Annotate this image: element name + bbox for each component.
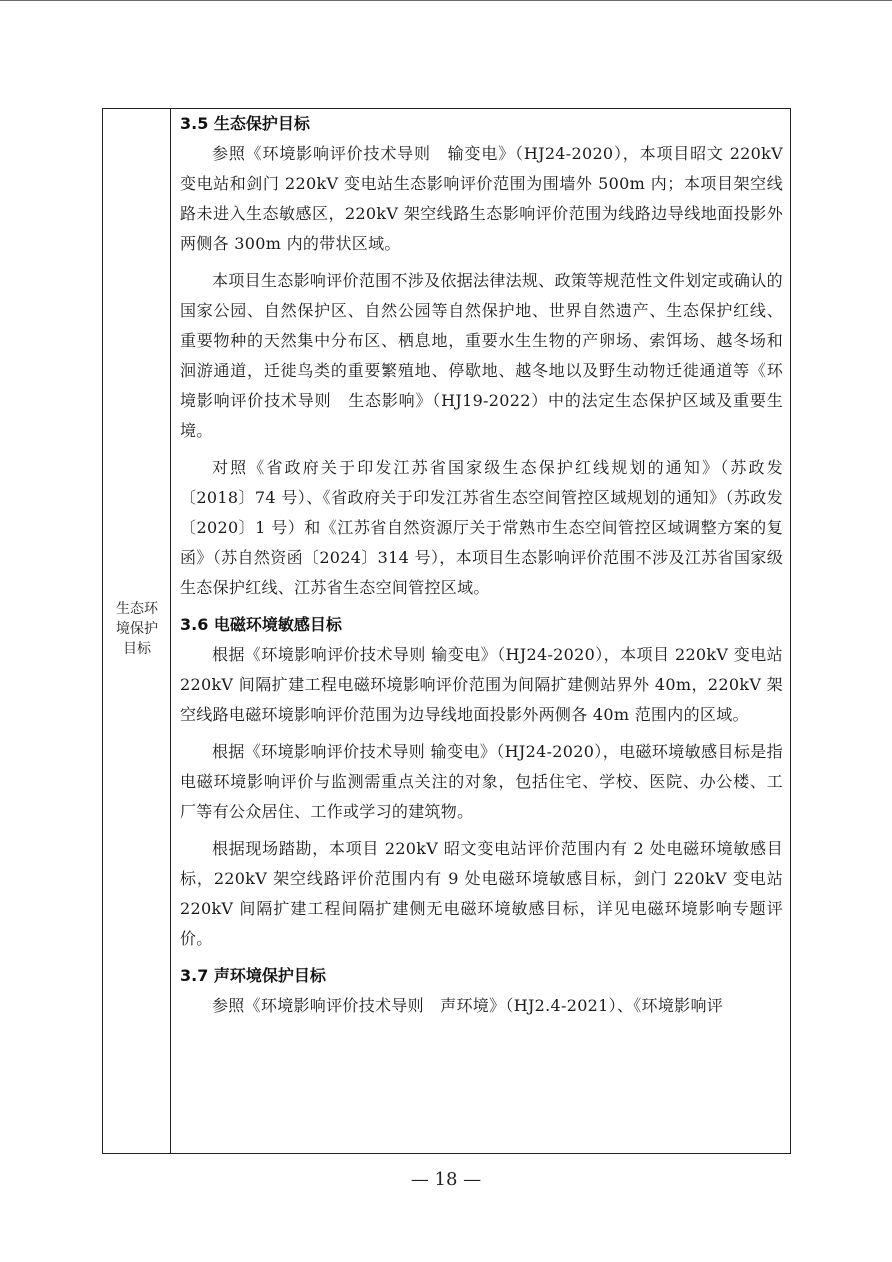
- paragraph: 根据《环境影响评价技术导则 输变电》（HJ24-2020），电磁环境敏感目标是指电磁环境影响评价与监测需重点关注的对象，包括住宅、学校、医院、办公楼、工厂等有公众居住、工作或学习的建筑物。: [180, 742, 783, 821]
- paragraph: 对照《省政府关于印发江苏省国家级生态保护红线规划的通知》（苏政发〔2018〕74 号）、《省政府关于印发江苏省生态空间管控区域规划的通知》（苏政发〔2020〕1 号）和《江苏省自然资源厅关于常熟市生态空间管控区域调整方案的复函》（苏自然资函〔2024〕314 号），本项目生态影响评价范围不涉及江苏省国家级生态保护红线、江苏省生态空间管控区域。: [180, 458, 783, 597]
- content-table: [102, 108, 791, 1154]
- paragraph: 本项目生态影响评价范围不涉及依据法律法规、政策等规范性文件划定或确认的国家公园、自然保护区、自然公园等自然保护地、世界自然遗产、生态保护红线、重要物种的天然集中分布区、栖息地，重要水生生物的产卵场、索饵场、越冬场和洄游通道，迁徙鸟类的重要繁殖地、停歇地、越冬地以及野生动物迁徙通道等《环境影响评价技术导则 生态影响》（HJ19-2022）中的法定生态保护区域及重要生境。: [180, 271, 783, 440]
- paragraph: 参照《环境影响评价技术导则 输变电》（HJ24-2020），本项目昭文 220kV 变电站和剑门 220kV 变电站生态影响评价范围为围墙外 500m 内；本项目架空线路未进入生态敏感区，220kV 架空线路生态影响评价范围为线路边导线地面投影外两侧各 300m 内的带状区域。: [180, 144, 783, 253]
- content-column: [180, 109, 783, 1021]
- section-heading-ecology: 3.5 生态保护目标: [180, 114, 310, 133]
- paragraph: 根据现场踏勘，本项目 220kV 昭文变电站评价范围内有 2 处电磁环境敏感目标，220kV 架空线路评价范围内有 9 处电磁环境敏感目标，剑门 220kV 变电站 220kV 间隔扩建工程间隔扩建侧无电磁环境敏感目标，详见电磁环境影响专题评价。: [180, 839, 783, 948]
- section-heading-acoustic: 3.7 声环境保护目标: [180, 966, 326, 985]
- category-label: [103, 599, 171, 659]
- page-number: — 18 —: [410, 1169, 482, 1190]
- category-label-line-2: 境保护: [116, 621, 158, 637]
- category-label-line-1: 生态环: [116, 601, 158, 617]
- category-label-line-3: 目标: [123, 641, 151, 657]
- top-border-line: [0, 0, 892, 1]
- paragraph: 根据《环境影响评价技术导则 输变电》（HJ24-2020），本项目 220kV 变电站 220kV 间隔扩建工程电磁环境影响评价范围为间隔扩建侧站界外 40m，220kV 架空线路电磁环境影响评价范围为边导线地面投影外两侧各 40m 范围内的区域。: [180, 645, 783, 724]
- category-column: [103, 109, 171, 1153]
- paragraph: 参照《环境影响评价技术导则 声环境》（HJ2.4-2021）、《环境影响评: [212, 996, 724, 1015]
- section-heading-electromagnetic: 3.6 电磁环境敏感目标: [180, 615, 342, 634]
